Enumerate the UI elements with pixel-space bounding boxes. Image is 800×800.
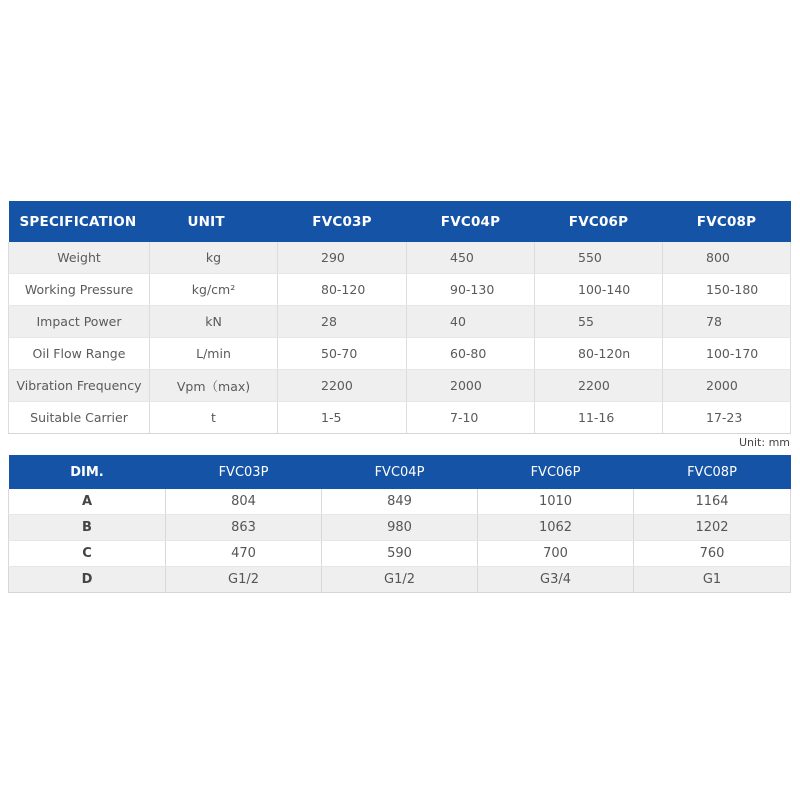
cell-value: 450 [407,242,535,274]
cell-value: 60-80 [407,338,535,370]
header-fvc04p: FVC04P [407,201,535,242]
cell-value: 2200 [278,370,407,402]
cell-value: 80-120 [278,274,407,306]
cell-value: 11-16 [535,402,663,434]
cell-value: 849 [322,489,478,515]
cell-value: 50-70 [278,338,407,370]
row-label: Suitable Carrier [9,402,150,434]
dim-row-d [9,567,791,593]
dim-row-a [9,489,791,515]
cell-value: 1164 [634,489,791,515]
header-fvc06p: FVC06P [535,201,663,242]
spec-row-impact-power [9,306,791,338]
dim-row-c [9,541,791,567]
spec-row-working-pressure [9,274,791,306]
cell-value: G3/4 [478,567,634,593]
cell-value: 28 [278,306,407,338]
cell-value: 7-10 [407,402,535,434]
header-dim: DIM. [9,455,166,489]
cell-value: 100-140 [535,274,663,306]
row-unit: t [150,402,278,434]
dim-label: B [9,515,166,541]
cell-value: 863 [166,515,322,541]
cell-value: 804 [166,489,322,515]
row-label: Vibration Frequency [9,370,150,402]
spec-row-weight [9,242,791,274]
dimension-table [8,455,791,593]
cell-value: 80-120n [535,338,663,370]
cell-value: 2000 [407,370,535,402]
cell-value: 2000 [663,370,791,402]
cell-value: 470 [166,541,322,567]
row-label: Weight [9,242,150,274]
row-unit: L/min [150,338,278,370]
cell-value: 700 [478,541,634,567]
cell-value: 980 [322,515,478,541]
cell-value: 17-23 [663,402,791,434]
unit-note: Unit: mm [738,436,790,449]
row-unit: kg/cm² [150,274,278,306]
row-label: Working Pressure [9,274,150,306]
cell-value: 2200 [535,370,663,402]
dim-row-b [9,515,791,541]
header-fvc08p: FVC08P [634,455,791,489]
cell-value: 78 [663,306,791,338]
dim-label: C [9,541,166,567]
header-unit: UNIT [150,201,278,242]
cell-value: G1/2 [322,567,478,593]
header-fvc03p: FVC03P [166,455,322,489]
cell-value: G1 [634,567,791,593]
row-label: Oil Flow Range [9,338,150,370]
cell-value: 1010 [478,489,634,515]
cell-value: 1202 [634,515,791,541]
cell-value: 800 [663,242,791,274]
cell-value: 150-180 [663,274,791,306]
cell-value: 760 [634,541,791,567]
header-fvc08p: FVC08P [663,201,791,242]
spec-header-row [9,201,791,242]
cell-value: 40 [407,306,535,338]
cell-value: 1-5 [278,402,407,434]
dim-header-row [9,455,791,489]
cell-value: 1062 [478,515,634,541]
spec-row-suitable-carrier [9,402,791,434]
spec-row-oil-flow-range [9,338,791,370]
specification-table [8,201,791,434]
header-fvc06p: FVC06P [478,455,634,489]
row-unit: kg [150,242,278,274]
cell-value: 590 [322,541,478,567]
row-unit: Vpm（max) [150,370,278,402]
header-specification: SPECIFICATION [9,201,150,242]
dim-label: D [9,567,166,593]
cell-value: 100-170 [663,338,791,370]
cell-value: 55 [535,306,663,338]
row-label: Impact Power [9,306,150,338]
cell-value: 290 [278,242,407,274]
header-fvc04p: FVC04P [322,455,478,489]
header-fvc03p: FVC03P [278,201,407,242]
cell-value: G1/2 [166,567,322,593]
cell-value: 550 [535,242,663,274]
spec-row-vibration-frequency [9,370,791,402]
dim-label: A [9,489,166,515]
row-unit: kN [150,306,278,338]
cell-value: 90-130 [407,274,535,306]
